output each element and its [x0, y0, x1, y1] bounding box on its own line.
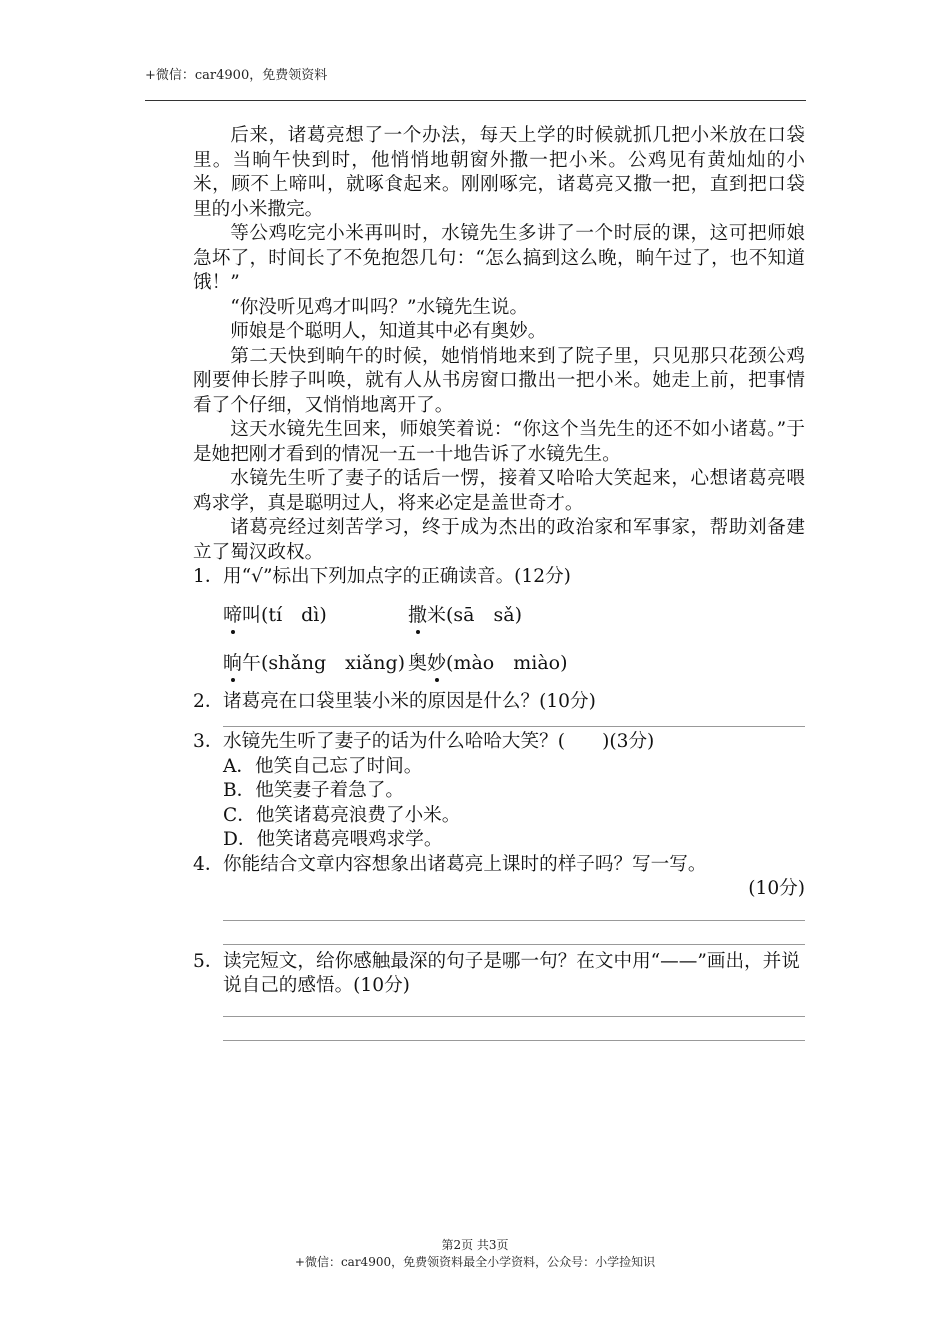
option-d[interactable]: D．他笑诸葛亮喂鸡求学。	[223, 829, 443, 850]
option-b[interactable]: B．他笑妻子着急了。	[223, 780, 405, 801]
story-paragraph: “你没听见鸡才叫吗？”水镜先生说。	[230, 296, 529, 318]
footer-note: +微信：car4900，免费领资料最全小学资料，公众号：小学捡知识	[294, 1255, 656, 1269]
pinyin-item[interactable]	[223, 602, 408, 628]
pinyin-choices: 午(shǎng xiǎng)	[242, 651, 406, 674]
story-paragraph: 后来，诸葛亮想了一个办法，每天上学的时候就抓几把小米放在口袋里。当晌午快到时，他悄悄地朝窗外撒一把小米。公鸡见有黄灿灿的小米，顾不上啼叫，就啄食起来。刚刚啄完，诸葛亮又撒一把，直到把口袋里的小米撒完。	[193, 125, 805, 220]
story-paragraph: 水镜先生听了妻子的话后一愣，接着又哈哈大笑起来，心想诸葛亮喂鸡求学，真是聪明过人，将来必定是盖世奇才。	[193, 468, 805, 514]
option-c[interactable]: C．他笑诸葛亮浪费了小米。	[223, 804, 461, 826]
answer-area[interactable]	[193, 714, 805, 730]
header-divider	[145, 100, 806, 101]
dotted-char: 妙	[427, 651, 447, 674]
question-text: 诸葛亮在口袋里装小米的原因是什么？(10分)	[223, 690, 596, 712]
question-text: 水镜先生听了妻子的话为什么哈哈大笑？( )(3分)	[223, 731, 655, 752]
answer-line	[223, 1040, 805, 1041]
story-paragraph: 这天水镜先生回来，师娘笑着说：“你这个当先生的还不如小诸葛。”于是她把刚才看到的情况一五一十地告诉了水镜先生。	[193, 419, 805, 465]
question-score: (10分)	[748, 878, 805, 899]
story-paragraph: 第二天快到晌午的时候，她悄悄地来到了院子里，只见那只花颈公鸡刚要伸长脖子叫唤，就有人从书房窗口撒出一把小米。她走上前，把事情看了个仔细，又悄悄地离开了。	[193, 345, 805, 416]
header-text: +微信：car4900，免费领资料	[145, 68, 328, 83]
pinyin-choices: 叫(tí dì)	[242, 603, 327, 626]
dotted-char: 晌	[223, 651, 243, 674]
question-number: 2．	[193, 690, 224, 712]
question-number: 3．	[193, 731, 224, 752]
pinyin-choices: (mào miào)	[446, 651, 568, 674]
question-text: 用“√”标出下列加点字的正确读音。(12分)	[223, 566, 571, 587]
question-text: 你能结合文章内容想象出诸葛亮上课时的样子吗？写一写。	[223, 853, 707, 875]
question-3	[193, 730, 805, 755]
worksheet-content	[193, 124, 805, 1047]
question-number: 5．	[193, 950, 224, 972]
answer-area[interactable]	[193, 999, 805, 1047]
pinyin-row	[193, 650, 805, 676]
answer-line	[223, 1016, 805, 1017]
question-4	[193, 853, 805, 878]
page-number: 第2页 共3页	[441, 1238, 509, 1252]
pinyin-item[interactable]	[223, 650, 408, 676]
plain-char: 奥	[408, 651, 428, 674]
question-1	[193, 565, 805, 590]
answer-area[interactable]	[193, 902, 805, 950]
answer-line	[223, 920, 805, 921]
question-5	[193, 950, 805, 999]
question-number: 4．	[193, 853, 224, 875]
pinyin-choices: 米(sā sǎ)	[427, 603, 522, 626]
dotted-char: 撒	[408, 603, 428, 626]
story-paragraph: 诸葛亮经过刻苦学习，终于成为杰出的政治家和军事家，帮助刘备建立了蜀汉政权。	[193, 517, 805, 563]
dotted-char: 啼	[223, 603, 243, 626]
answer-line	[223, 944, 805, 945]
story-paragraph: 师娘是个聪明人，知道其中必有奥妙。	[230, 321, 547, 342]
answer-line	[223, 726, 805, 727]
question-text: 读完短文，给你感触最深的句子是哪一句？在文中用“——”画出，并说说自己的感悟。(10分)	[223, 950, 800, 996]
pinyin-row	[193, 602, 805, 628]
option-a[interactable]: A．他笑自己忘了时间。	[223, 755, 423, 777]
question-number: 1．	[193, 566, 224, 587]
story-paragraph: 等公鸡吃完小米再叫时，水镜先生多讲了一个时辰的课，这可把师娘急坏了，时间长了不免抱怨几句：“怎么搞到这么晚，晌午过了，也不知道饿！”	[193, 223, 805, 293]
question-2	[193, 690, 805, 715]
